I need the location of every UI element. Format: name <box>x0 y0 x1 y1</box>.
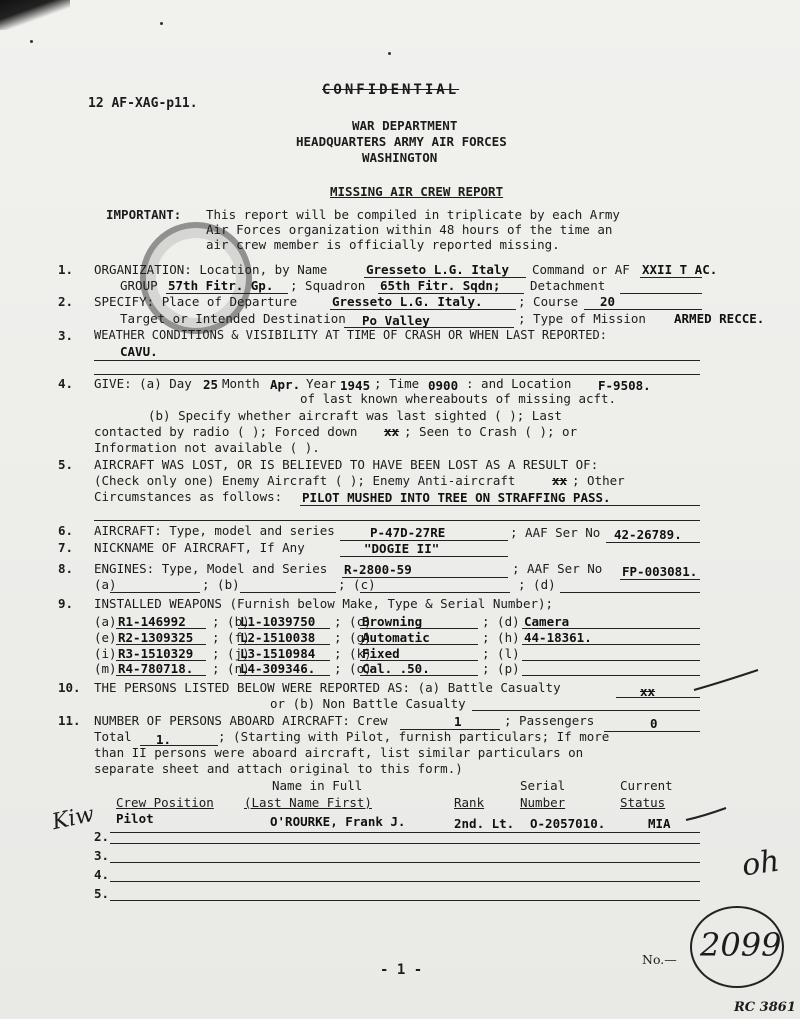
engine-b-label: ; (b) <box>202 577 240 592</box>
command-value: XXII T AC. <box>642 262 718 277</box>
weather-label: WEATHER CONDITIONS & VISIBILITY AT TIME OF CRASH OR WHEN LAST REPORTED: <box>94 328 607 342</box>
passengers-count: 0 <box>650 716 658 731</box>
engines-ser-label: ; AAF Ser No <box>512 561 603 576</box>
header-rank: Rank <box>454 795 485 810</box>
aboard-line-3: than II persons were aboard aircraft, list similar particulars on <box>94 745 584 760</box>
aircraft-ser-label: ; AAF Ser No <box>510 525 601 540</box>
item-number-6: 6. <box>58 523 74 538</box>
weapon-cell-r3-c3: ; (j) <box>212 646 250 661</box>
year-label: Year <box>306 376 337 391</box>
item-number-4: 4. <box>58 376 74 391</box>
weapon-cell-r1-c5: ; (c) <box>334 614 372 629</box>
lost-line-3a: Circumstances as follows: <box>94 489 283 504</box>
time-label: ; Time <box>374 376 420 391</box>
weapon-cell-r1-c7: ; (d) <box>482 614 520 629</box>
weapon-cell-r4-c5: ; (o) <box>334 661 372 676</box>
crew-row-1-name: O'ROURKE, Frank J. <box>270 814 406 829</box>
item-number-8: 8. <box>58 561 74 576</box>
city-heading: WASHINGTON <box>362 150 438 165</box>
weapon-cell-r3-c1: (i) <box>94 646 117 661</box>
important-line-2: Air Forces organization within 48 hours of the time an <box>206 222 613 237</box>
header-serial: Serial <box>520 778 566 793</box>
aircraft-type: P-47D-27RE <box>370 525 446 540</box>
squadron-value: 65th Fitr. Sqdn; <box>380 278 501 293</box>
battle-casualty-mark: xx <box>640 684 656 699</box>
location-value: F-9508. <box>598 378 651 393</box>
command-label: Command or AF <box>532 262 630 277</box>
header-current: Current <box>620 778 673 793</box>
item-number-2: 2. <box>58 294 74 309</box>
give-b-line-1: (b) Specify whether aircraft was last sighted ( ); Last <box>148 408 562 423</box>
persons-line-2: or (b) Non Battle Casualty <box>270 696 466 711</box>
total-count: 1. <box>156 732 172 747</box>
aircraft-ser: 42-26789. <box>614 527 682 542</box>
weapon-cell-r3-c2: R3-1510329 <box>118 646 194 661</box>
mission-value: ARMED RECCE. <box>674 311 765 326</box>
course-value: 20 <box>600 294 616 309</box>
weapon-cell-r4-c7: ; (p) <box>482 661 520 676</box>
lost-line-1: AIRCRAFT WAS LOST, OR IS BELIEVED TO HAVE BEEN LOST AS A RESULT OF: <box>94 457 599 472</box>
weapon-cell-r4-c2: R4-780718. <box>118 661 194 676</box>
header-status: Status <box>620 795 666 810</box>
reference-code: RC 3861 <box>734 1000 796 1015</box>
important-line-3: air crew member is officially reported missing. <box>206 237 560 252</box>
weapon-cell-r4-c3: ; (n) <box>212 661 250 676</box>
lost-circumstances: PILOT MUSHED INTO TREE ON STRAFFING PASS. <box>302 490 611 505</box>
weapon-cell-r2-c6: Automatic <box>362 630 430 645</box>
pen-check-icon <box>684 806 730 826</box>
weapon-cell-r4-c6: Cal. .50. <box>362 661 430 676</box>
header-crew-position: Crew Position <box>116 795 214 810</box>
location-label: : and Location <box>466 376 572 391</box>
group-value: 57th Fitr. Gp. <box>168 278 274 293</box>
engines-type: R-2800-59 <box>344 562 412 577</box>
mission-label: ; Type of Mission <box>518 311 646 326</box>
weapon-cell-r2-c8: 44-18361. <box>524 630 592 645</box>
item-number-5: 5. <box>58 457 74 472</box>
weapon-cell-r1-c6: Browning <box>362 614 423 629</box>
weapon-cell-r1-c1: (a) <box>94 614 117 629</box>
anti-aircraft-mark: xx <box>552 473 568 488</box>
course-label: ; Course <box>518 294 579 309</box>
lost-line-2b: ; Other <box>572 473 625 488</box>
pen-stroke-icon <box>692 664 762 694</box>
squadron-label: ; Squadron <box>290 278 366 293</box>
important-label: IMPORTANT: <box>106 207 182 222</box>
weapon-cell-r1-c2: R1-146992 <box>118 614 186 629</box>
item-number-10: 10. <box>58 680 81 695</box>
give-label: GIVE: (a) Day <box>94 376 192 391</box>
month-label: Month <box>222 376 260 391</box>
header-last-name-first: (Last Name First) <box>244 795 372 810</box>
month-value: Apr. <box>270 377 301 392</box>
departure-label: SPECIFY: Place of Departure <box>94 294 298 309</box>
header-number: Number <box>520 795 566 810</box>
passengers-label: ; Passengers <box>504 713 595 728</box>
dept-heading: WAR DEPARTMENT <box>352 118 458 133</box>
report-title: MISSING AIR CREW REPORT <box>330 184 504 199</box>
target-label: Target or Intended Destination <box>120 311 346 326</box>
header-name-in-full: Name in Full <box>272 778 363 793</box>
year-value: 1945 <box>340 378 371 393</box>
weapon-cell-r3-c5: ; (k) <box>334 646 372 661</box>
nickname-label: NICKNAME OF AIRCRAFT, If Any <box>94 540 305 555</box>
aboard-line-4: separate sheet and attach original to this form.) <box>94 761 463 776</box>
hq-heading: HEADQUARTERS ARMY AIR FORCES <box>296 134 507 149</box>
weapon-cell-r2-c5: ; (g) <box>334 630 372 645</box>
scan-corner-mark <box>0 0 70 30</box>
weapons-label: INSTALLED WEAPONS (Furnish below Make, Type & Serial Number); <box>94 596 554 611</box>
target-value: Po Valley <box>362 313 430 328</box>
weapon-cell-r3-c6: Fixed <box>362 646 400 661</box>
weapon-cell-r2-c3: ; (f) <box>212 630 250 645</box>
give-b-line-2a: contacted by radio ( ); Forced down <box>94 424 358 439</box>
give-b-line-2b: ; Seen to Crash ( ); or <box>404 424 578 439</box>
crew-row-2-number: 2. <box>94 829 110 844</box>
weapon-cell-r4-c4: L4-309346. <box>240 661 316 676</box>
crew-row-1-position: Pilot <box>116 811 154 826</box>
weather-value: CAVU. <box>120 344 158 359</box>
org-label: ORGANIZATION: Location, by Name <box>94 262 328 277</box>
item-number-1: 1. <box>58 262 74 277</box>
weapon-cell-r3-c4: L3-1510984 <box>240 646 316 661</box>
aboard-label: NUMBER OF PERSONS ABOARD AIRCRAFT: Crew <box>94 713 388 728</box>
aircraft-label: AIRCRAFT: Type, model and series <box>94 523 335 538</box>
crew-row-5-number: 5. <box>94 886 110 901</box>
item-number-7: 7. <box>58 540 74 555</box>
important-line-1: This report will be compiled in triplicate by each Army <box>206 207 620 222</box>
weapon-cell-r3-c7: ; (l) <box>482 646 520 661</box>
weapon-cell-r2-c2: R2-1309325 <box>118 630 194 645</box>
weapon-cell-r4-c1: (m) <box>94 661 117 676</box>
weapon-cell-r1-c4: L1-1039750 <box>240 614 316 629</box>
classification-mark: CONFIDENTIAL <box>322 82 460 98</box>
total-label: Total <box>94 729 132 744</box>
crew-row-1-serial: O-2057010. <box>530 816 606 831</box>
nickname-value: "DOGIE II" <box>364 541 440 556</box>
engine-d-label: ; (d) <box>518 577 556 592</box>
crew-count: 1 <box>454 714 462 729</box>
give-b-line-3: Information not available ( ). <box>94 440 320 455</box>
engines-label: ENGINES: Type, Model and Series <box>94 561 328 576</box>
detachment-label: Detachment <box>530 278 606 293</box>
forced-down-mark: xx <box>384 424 400 439</box>
crew-row-1-status: MIA <box>648 816 671 831</box>
item-number-11: 11. <box>58 713 81 728</box>
location-line-2: of last known whereabouts of missing acft. <box>300 391 617 406</box>
lost-line-2a: (Check only one) Enemy Aircraft ( ); Enemy Anti-aircraft <box>94 473 516 488</box>
weapon-cell-r2-c7: ; (h) <box>482 630 520 645</box>
time-value: 0900 <box>428 378 459 393</box>
weapon-cell-r2-c1: (e) <box>94 630 117 645</box>
weapon-cell-r1-c8: Camera <box>524 614 570 629</box>
weapon-cell-r1-c3: ; (b) <box>212 614 250 629</box>
crew-row-4-number: 4. <box>94 867 110 882</box>
day-value: 25 <box>203 377 219 392</box>
document-id: 12 AF-XAG-p11. <box>88 96 198 111</box>
crew-row-3-number: 3. <box>94 848 110 863</box>
number-label: No.— <box>642 952 677 967</box>
handwritten-initials-left: Kiw <box>49 801 97 836</box>
crew-row-1-rank: 2nd. Lt. <box>454 816 515 831</box>
aboard-line-2: ; (Starting with Pilot, furnish particulars; If more <box>218 729 610 744</box>
handwritten-mark-right: oh <box>739 843 782 884</box>
engine-c-label: ; (c) <box>338 577 376 592</box>
item-number-9: 9. <box>58 596 74 611</box>
org-location: Gresseto L.G. Italy <box>366 262 509 277</box>
persons-line-1: THE PERSONS LISTED BELOW WERE REPORTED AS: (a) Battle Casualty <box>94 680 561 695</box>
departure-place: Gresseto L.G. Italy. <box>332 294 483 309</box>
group-label: GROUP <box>120 278 158 293</box>
engines-ser: FP-003081. <box>622 564 698 579</box>
engine-a-label: (a) <box>94 577 117 592</box>
item-number-3: 3. <box>58 328 74 343</box>
file-number: 2099 <box>700 926 782 964</box>
weapon-cell-r2-c4: L2-1510038 <box>240 630 316 645</box>
page-number: - 1 - <box>380 962 423 978</box>
